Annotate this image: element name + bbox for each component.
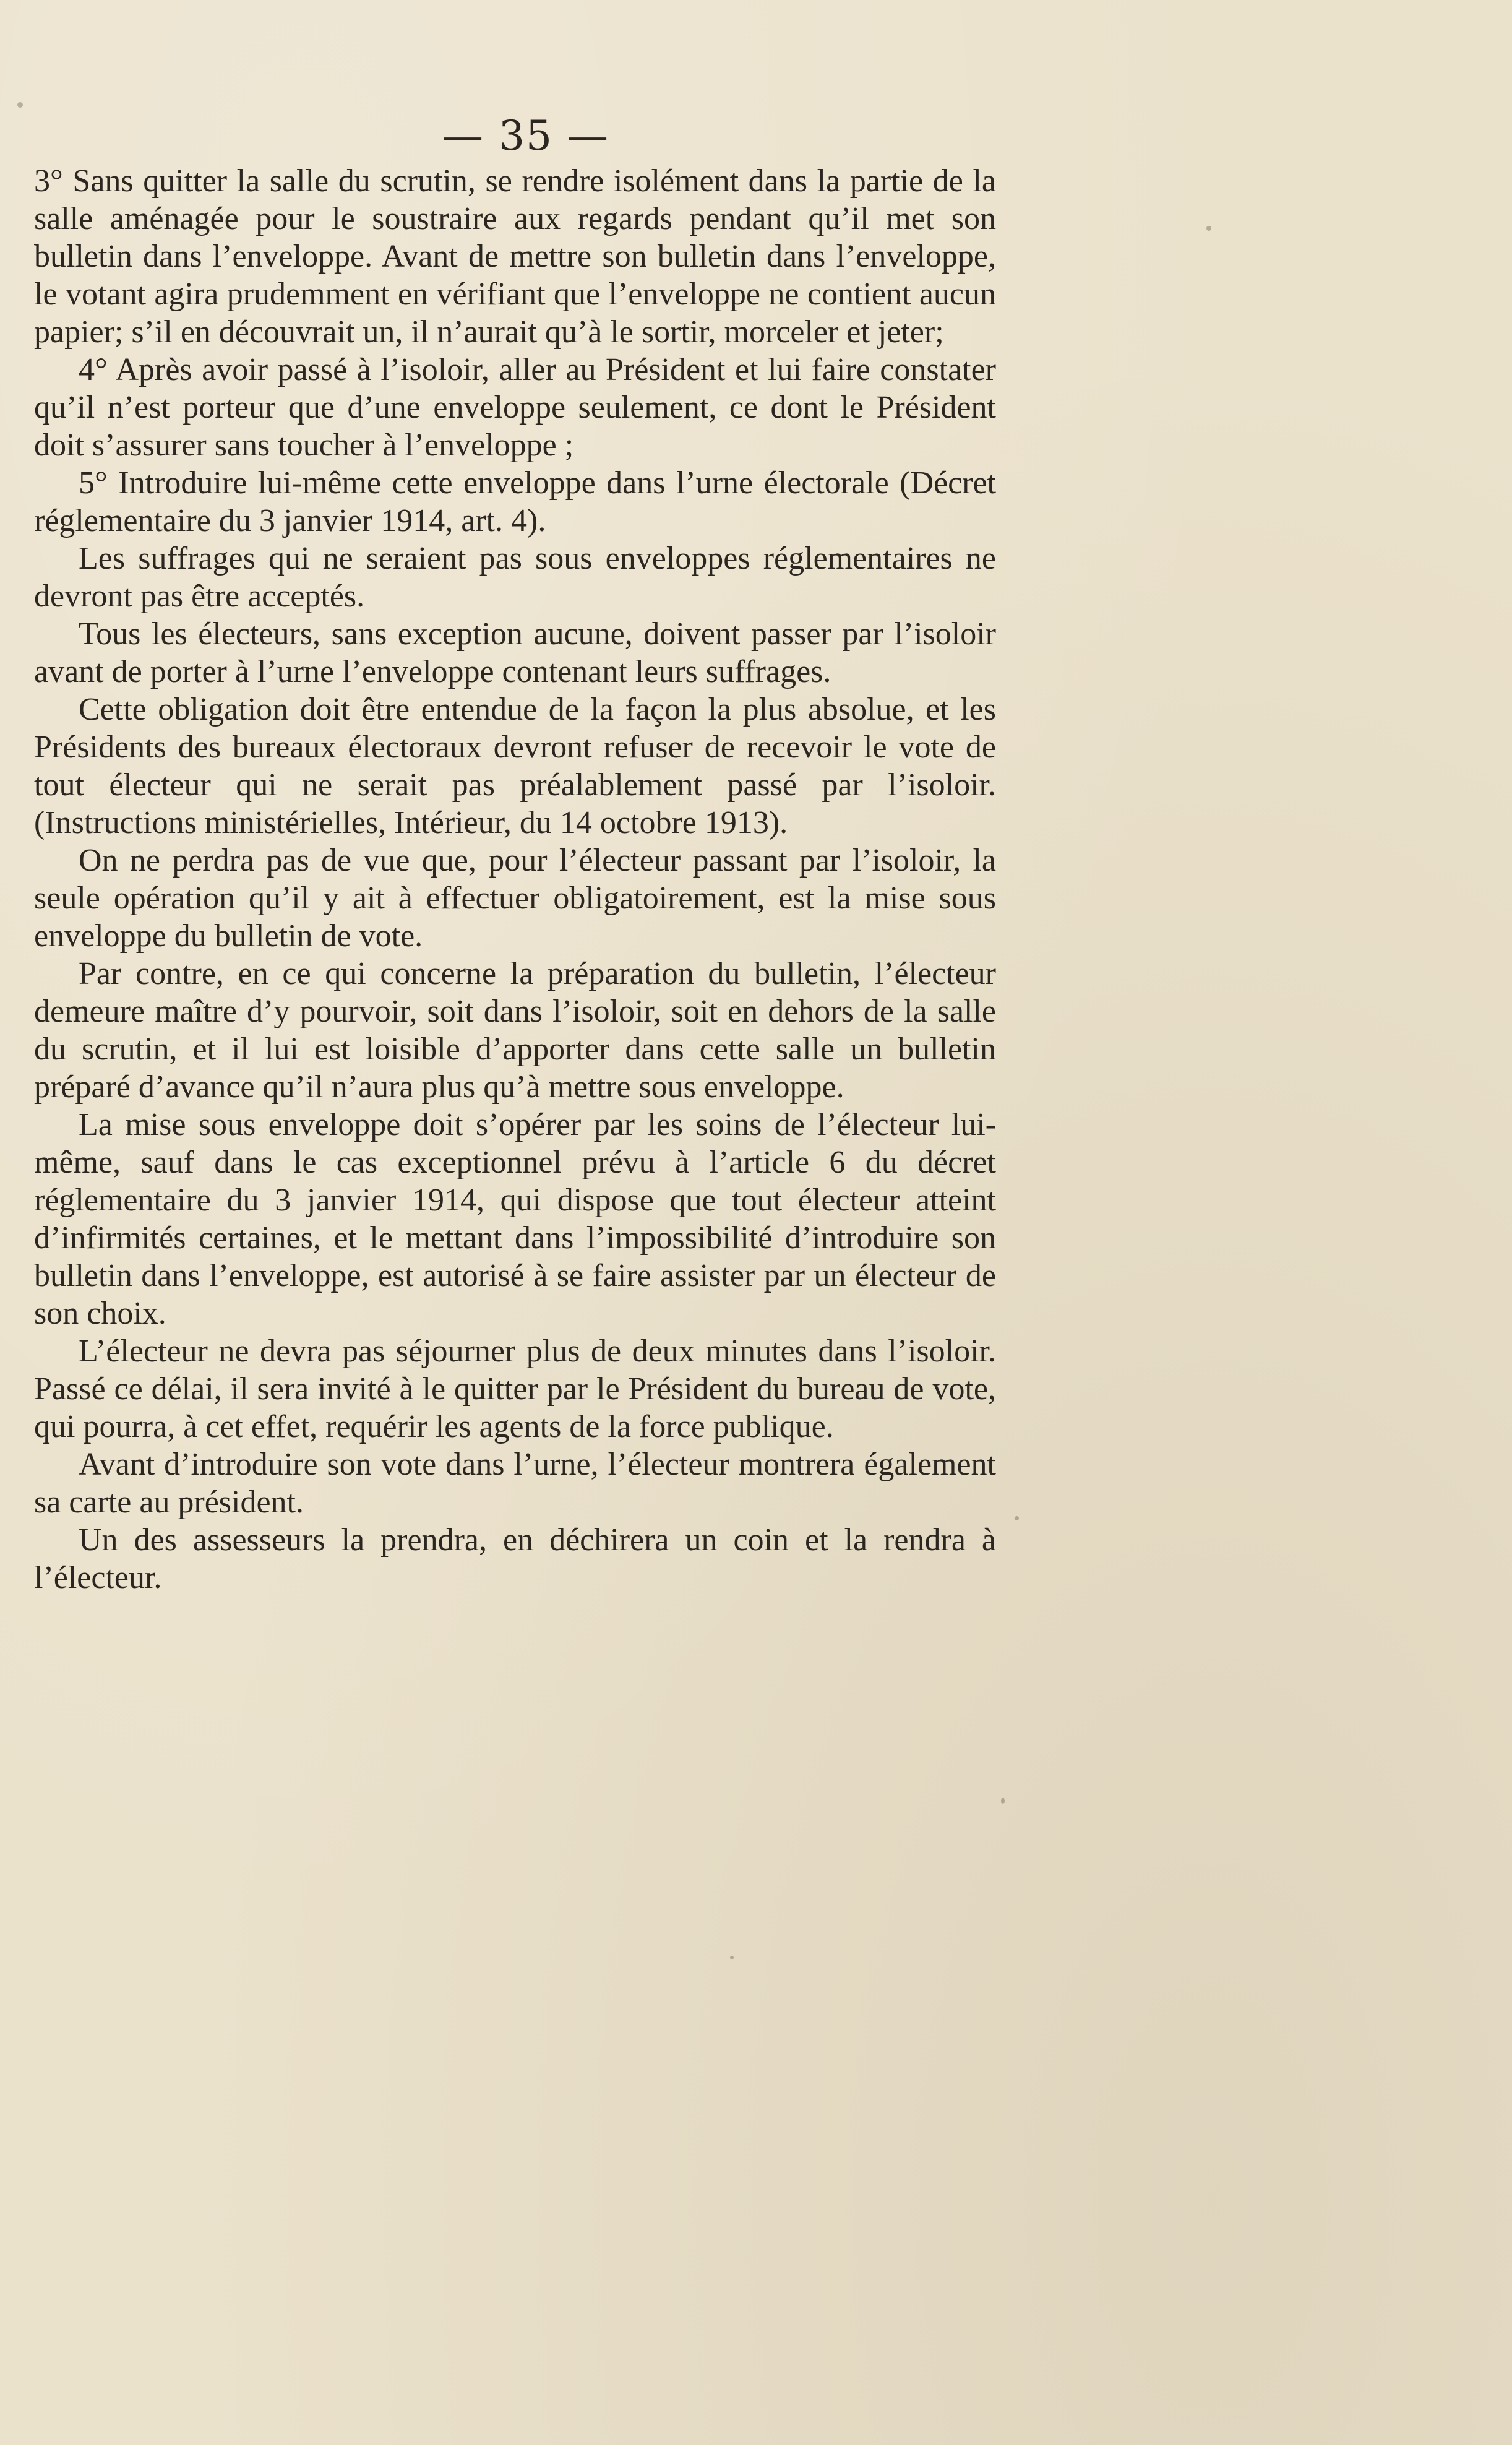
paper-speck xyxy=(17,102,23,108)
paragraph-item-5: 5° Introduire lui-même cette enveloppe dans l’urne électorale (Décret réglementaire du 3 janvier 1914, art. 4). xyxy=(34,465,996,538)
paragraph-time-limit: L’électeur ne devra pas séjourner plus de deux minutes dans l’isoloir. Passé ce délai, il sera invité à le quitter par le Président du bureau de vote, qui pourra, à cet effet, requérir les agents de la force publique. xyxy=(34,1334,996,1444)
body-text xyxy=(34,162,996,1597)
page-number: — 35 — xyxy=(442,112,609,160)
paragraph-isoloir-obligation: Tous les électeurs, sans exception aucune, doivent passer par l’isoloir avant de porter à l’urne l’enveloppe contenant leurs suffrages. xyxy=(34,616,996,689)
paragraph-item-3: 3° Sans quitter la salle du scrutin, se rendre isolément dans la partie de la salle aménagée pour le soustraire aux regards pendant qu’il met son bulletin dans l’enveloppe. Avant de mettre son bulletin dans l’enveloppe, le votant agira prudemment en vérifiant que l’enveloppe ne contient aucun papier; s’il en découvrait un, il n’aurait qu’à le sortir, morceler et jeter; xyxy=(34,163,996,350)
paragraph-absolute-obligation: Cette obligation doit être entendue de la façon la plus absolue, et les Présidents des bureaux électoraux devront refuser de recevoir le vote de tout électeur qui ne serait pas préalablement passé par l’isoloir. (Instructions ministérielles, Intérieur, du 14 octobre 1913). xyxy=(34,692,996,840)
paper-speck xyxy=(1001,1798,1005,1804)
paragraph-envelope-self: La mise sous enveloppe doit s’opérer par les soins de l’électeur lui-même, sauf dans le cas exceptionnel prévu à l’article 6 du décret réglementaire du 3 janvier 1914, qui dispose que tout électeur atteint d’infirmités certaines, et le mettant dans l’impossibilité d’introduire son bulletin dans l’enveloppe, est autorisé à se faire assister par un électeur de son choix. xyxy=(34,1107,996,1331)
paragraph-suffrages: Les suffrages qui ne seraient pas sous enveloppes réglementaires ne devront pas être acceptés. xyxy=(34,541,996,614)
paper-speck xyxy=(730,1956,734,1959)
paragraph-bulletin-preparation: Par contre, en ce qui concerne la préparation du bulletin, l’électeur demeure maître d’y pourvoir, soit dans l’isoloir, soit en dehors de la salle du scrutin, et il lui est loisible d’apporter dans cette salle un bulletin préparé d’avance qu’il n’aura plus qu’à mettre sous enveloppe. xyxy=(34,956,996,1105)
paper-speck xyxy=(1206,226,1211,231)
paragraph-assessor: Un des assesseurs la prendra, en déchirera un coin et la rendra à l’électeur. xyxy=(34,1522,996,1595)
paragraph-voter-card: Avant d’introduire son vote dans l’urne, l’électeur montrera également sa carte au président. xyxy=(34,1447,996,1520)
paper-speck xyxy=(1015,1516,1019,1520)
paragraph-single-operation: On ne perdra pas de vue que, pour l’électeur passant par l’isoloir, la seule opération qu’il y ait à effectuer obligatoirement, est la mise sous enveloppe du bulletin de vote. xyxy=(34,843,996,954)
paragraph-item-4: 4° Après avoir passé à l’isoloir, aller au Président et lui faire constater qu’il n’est porteur que d’une enveloppe seulement, ce dont le Président doit s’assurer sans toucher à l’enveloppe ; xyxy=(34,352,996,463)
